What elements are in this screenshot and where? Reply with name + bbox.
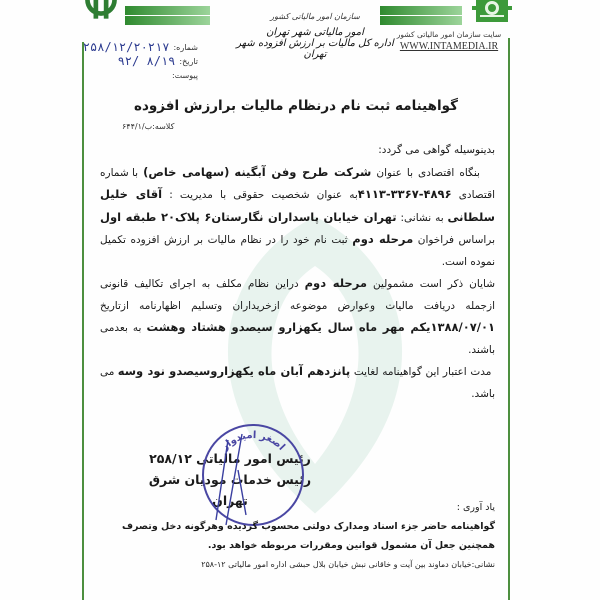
site-url-link[interactable]: WWW.INTAMEDIA.IR	[399, 41, 499, 52]
logo-left-icon	[82, 0, 120, 28]
tax-org-logo-icon	[472, 0, 512, 26]
office-address: نشانی:خیابان دماوند بین آیت و خاقانی نبش خیابان بلال حبشی اداره امور مالیاتی ۱۲-۲۵۸	[201, 560, 495, 569]
class-code: کلاسه:ب/۶۴۴/۱	[122, 122, 175, 131]
org-name: سازمان امور مالیاتی کشور	[270, 12, 360, 21]
date-label: تاریخ:	[179, 56, 198, 66]
text: مدت اعتبار این گواهینامه لغایت	[353, 366, 492, 378]
attachment-row	[88, 68, 198, 82]
text: دراین نظام مکلف به اجرای تکالیف قانونی ازجمله دریافت مالیات وعوارض موضوعه ازخریداران وتسلیم اظهارنامه ازتاریخ	[100, 278, 495, 312]
text: براساس فراخوان	[417, 234, 496, 246]
date-value: ۹۲/ ۸/۱۹	[117, 54, 176, 68]
reminder-heading: یاد آوری :	[456, 502, 495, 513]
left-border-line	[82, 42, 84, 600]
paragraph-validity	[100, 361, 495, 405]
text: به عنوان شخصیت حقوقی با مدیریت :	[169, 189, 358, 201]
text: به نشانی:	[400, 211, 444, 224]
date-row	[88, 54, 198, 68]
right-border-line	[508, 38, 510, 600]
reminder-text: گواهینامه حاضر جزء اسناد ومدارک دولتی محسوب گردیده وهرگونه دخل وتصرف همچنین جعل آن مشمول قوانین ومقررات مربوطه خواهد بود.	[121, 521, 495, 551]
paragraph-registration	[100, 162, 495, 274]
document-body	[100, 140, 495, 405]
text: شایان ذکر است مشمولین	[372, 278, 495, 290]
paragraph-obligations	[100, 273, 495, 361]
header-website	[390, 30, 508, 52]
number-label: شماره:	[173, 42, 198, 52]
office-name: اداره کل مالیات بر ارزش افزوده شهر تهران	[236, 38, 394, 60]
attachment-label: پیوست:	[171, 70, 198, 80]
validity-date: پانزدهم آبان ماه یکهزاروسیصدو نود وسه	[117, 364, 351, 378]
phase: مرحله دوم	[304, 276, 367, 290]
signer-title-1: رئیس امور مالیاتی ۲۵۸/۱۲	[149, 451, 311, 466]
text: به بعدمی باشند.	[100, 322, 495, 356]
number-row	[82, 40, 198, 54]
document-meta	[82, 40, 198, 82]
header-bar	[125, 16, 210, 25]
manager-name: آقای خلیل سلطانی	[100, 187, 495, 224]
number-value: ۲۵۸/۱۲/۲۰۲۱۷	[82, 40, 170, 54]
text: با شماره اقتصادی	[100, 166, 496, 201]
document-title: گواهینامه ثبت نام درنظام مالیات برارزش افزوده	[134, 98, 458, 114]
company-name: شرکت طرح وفن آبگینه	[234, 164, 372, 179]
stamp-text: اصغر امیدوار	[219, 429, 287, 453]
company-type: (سهامی خاص)	[143, 164, 230, 179]
signer-title-2: رئیس خدمات مودیان شرق تهران	[148, 472, 312, 508]
intro-text: بدینوسیله گواهی می گردد:	[378, 144, 495, 156]
dept-name: امور مالیاتی شهر تهران	[266, 27, 364, 38]
obligation-date: ۱۳۸۸/۰۷/۰۱یکم مهر ماه سال یکهزارو سیصدو هشتاد وهشت	[146, 320, 496, 334]
site-label: سایت سازمان امور مالیاتی کشور	[396, 30, 502, 39]
header-organization	[230, 12, 400, 60]
text: می باشد.	[100, 366, 495, 400]
text: ثبت نام خود را در نظام مالیات بر ارزش افزوده تکمیل نموده است.	[100, 234, 495, 268]
economic-number: ۴۸۹۶-۳۳۶۷-۴۱۱۳	[357, 187, 452, 201]
header-bar	[125, 6, 210, 15]
text: بنگاه اقتصادی با عنوان	[376, 166, 480, 179]
reminder-section	[100, 498, 495, 574]
phase: مرحله دوم	[352, 232, 414, 246]
company-address: تهران خیابان پاسداران نگارستان۶ پلاک۲۰ طبقه اول	[100, 209, 397, 224]
